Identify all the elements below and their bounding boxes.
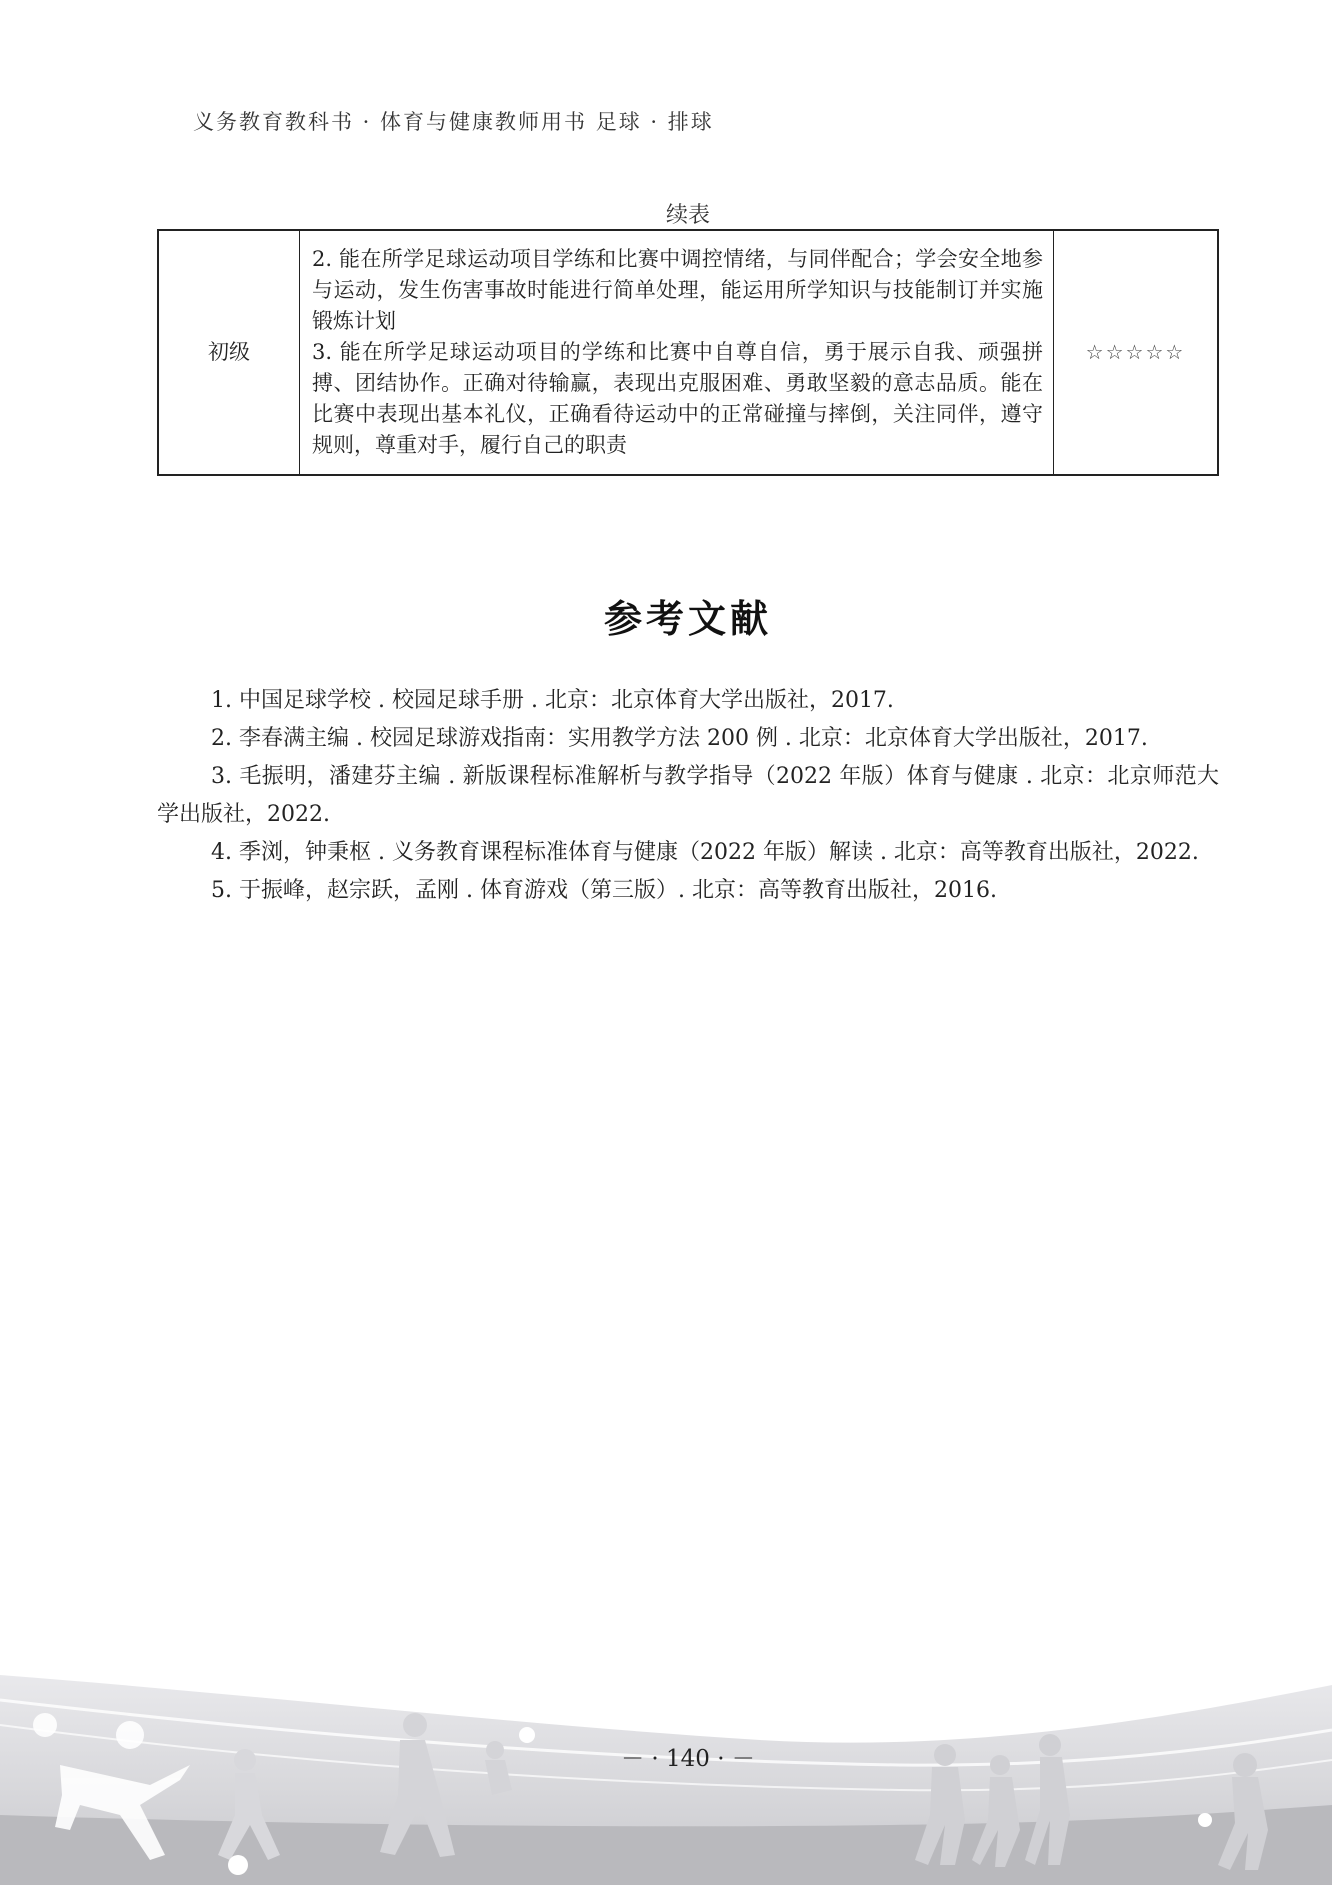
references-title: 参考文献 — [603, 596, 772, 641]
level-table — [157, 229, 1219, 476]
reference-item: 1. 中国足球学校 . 校园足球手册 . 北京：北京体育大学出版社，2017. — [211, 688, 894, 713]
table-continued-caption: 续表 — [665, 203, 710, 228]
reference-item: 5. 于振峰，赵宗跃，孟刚 . 体育游戏（第三版）. 北京：高等教育出版社，2016. — [211, 878, 997, 903]
table-row — [158, 230, 1218, 475]
reference-item: 2. 李春满主编 . 校园足球游戏指南：实用教学方法 200 例 . 北京：北京体育大学出版社，2017. — [211, 726, 1148, 751]
description-cell — [300, 230, 1054, 475]
page-number: － · 140 · － — [621, 1746, 755, 1772]
star-rating: ☆☆☆☆☆ — [1054, 230, 1219, 475]
description-item-3: 3. 能在所学足球运动项目的学练和比赛中自尊自信，勇于展示自我、顽强拼搏、团结协作。正确对待输赢，表现出克服困难、勇敢坚毅的意志品质。能在比赛中表现出基本礼仪，正确看待运动中的正常碰撞与摔倒，关注同伴，遵守规则，尊重对手，履行自己的职责 — [312, 340, 1043, 457]
reference-item: 4. 季浏，钟秉枢 . 义务教育课程标准体育与健康（2022 年版）解读 . 北京：高等教育出版社，2022. — [211, 840, 1199, 865]
level-cell: 初级 — [158, 230, 300, 475]
running-header: 义务教育教科书 · 体育与健康教师用书 足球 · 排球 — [193, 110, 714, 134]
references-list — [157, 682, 1219, 910]
reference-item: 3. 毛振明，潘建芬主编 . 新版课程标准解析与教学指导（2022 年版）体育与健康 . 北京：北京师范大学出版社，2022. — [157, 764, 1219, 827]
description-item-2: 2. 能在所学足球运动项目学练和比赛中调控情绪，与同伴配合；学会安全地参与运动，发生伤害事故时能进行简单处理，能运用所学知识与技能制订并实施锻炼计划 — [312, 247, 1043, 333]
